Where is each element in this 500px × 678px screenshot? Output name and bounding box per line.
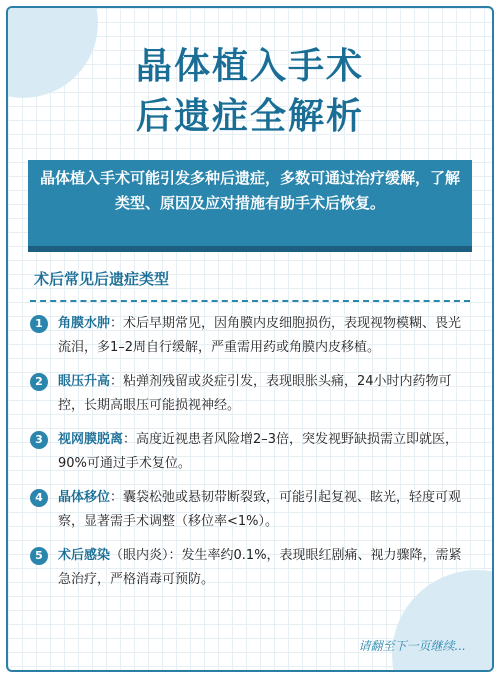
- intro-text: 晶体植入手术可能引发多种后遗症，多数可通过治疗缓解，了解类型、原因及应对措施有助手术后恢复。: [39, 169, 460, 212]
- item-description: ：囊袋松弛或悬韧带断裂致，可能引起复视、眩光，轻度可观察，显著需手术调整（移位率<1%）。: [58, 490, 462, 529]
- page-title: [0, 42, 500, 142]
- item-term: 视网膜脱离: [58, 432, 124, 447]
- item-term: 角膜水肿: [58, 316, 111, 331]
- list-item: [30, 544, 470, 592]
- item-number-badge: 1: [30, 315, 48, 333]
- section-divider: [30, 300, 470, 302]
- list-item: [30, 428, 470, 476]
- title-line-1: 晶体植入手术: [135, 46, 364, 87]
- next-page-hint: 请翻至下一页继续...: [358, 639, 466, 653]
- sequelae-list: [30, 312, 470, 602]
- item-term: 眼压升高: [58, 374, 111, 389]
- item-term: 术后感染: [58, 548, 111, 563]
- title-line-2: 后遗症全解析: [135, 96, 364, 137]
- item-description: （眼内炎）：发生率约0.1%，表现眼红剧痛、视力骤降，需紧急治疗，严格消毒可预防。: [58, 548, 462, 587]
- item-number-badge: 5: [30, 547, 48, 565]
- item-number-badge: 4: [30, 489, 48, 507]
- item-description: ：粘弹剂残留或炎症引发，表现眼胀头痛，24小时内药物可控，长期高眼压可能损视神经。: [58, 374, 452, 413]
- list-item: [30, 312, 470, 360]
- item-description: ：高度近视患者风险增2–3倍，突发视野缺损需立即就医，90%可通过手术复位。: [58, 432, 459, 471]
- item-description: ：术后早期常见，因角膜内皮细胞损伤，表现视物模糊、畏光流泪，多1–2周自行缓解，严重需用药或角膜内皮移植。: [58, 316, 462, 355]
- item-number-badge: 2: [30, 373, 48, 391]
- list-item: [30, 486, 470, 534]
- item-number-badge: 3: [30, 431, 48, 449]
- section-title: 术后常见后遗症类型: [34, 270, 170, 288]
- item-term: 晶体移位: [58, 490, 111, 505]
- list-item: [30, 370, 470, 418]
